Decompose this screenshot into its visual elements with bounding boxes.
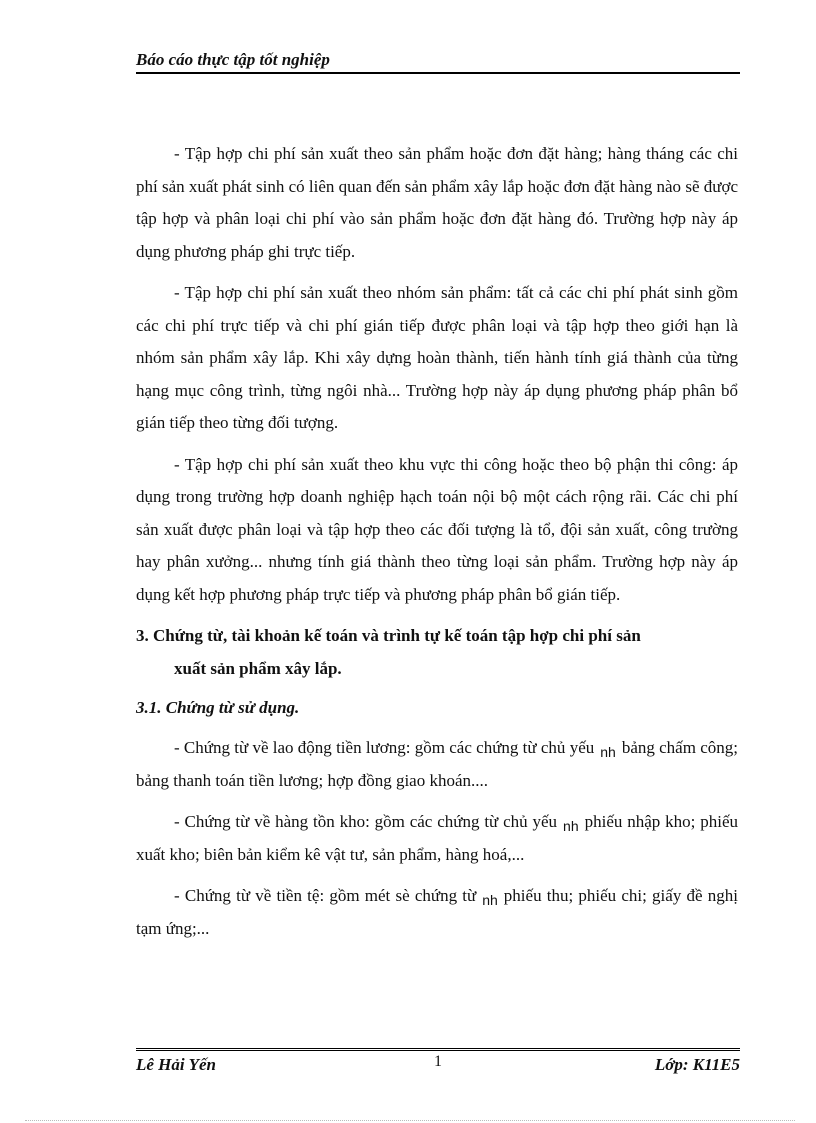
document-body	[136, 138, 738, 954]
page-header	[136, 50, 740, 74]
labor-nh: nh	[600, 744, 616, 760]
section-heading-3	[136, 620, 738, 685]
cash-nh: nh	[482, 892, 498, 908]
header-title: Báo cáo thực tập tốt nghiệp	[136, 50, 330, 69]
page-number: 1	[434, 1053, 442, 1070]
paragraph-labor-documents	[136, 732, 738, 797]
paragraph-cost-by-area: - Tập hợp chi phí sản xuất theo khu vực thi công hoặc theo bộ phận thi công: áp dụng trong trường hợp doanh nghiệp hạch toán nội bộ một cách rộng rãi. Các chi phí sản xuất được phân loại và tập hợp theo các đối tượng là tổ, đội sản xuất, công trường hay phân xưởng... nhưng tính giá thành theo từng loại sản phẩm. Trường hợp này áp dụng kết hợp phương pháp trực tiếp và phương pháp phân bổ gián tiếp.	[136, 454, 738, 604]
footer-class: Lớp: K11E5	[654, 1055, 740, 1074]
labor-text-b: bảng chấm công; bảng thanh toán tiền lương; hợp đồng giao khoán....	[136, 738, 738, 790]
paragraph-cash-documents	[136, 880, 738, 945]
footer-author: Lê Hải Yến	[136, 1055, 216, 1074]
section-heading-3-line1: 3. Chứng từ, tài khoản kế toán và trình tự kế toán tập hợp chi phí sản	[136, 626, 641, 645]
paragraph-cost-by-group: - Tập hợp chi phí sản xuất theo nhóm sản phẩm: tất cả các chi phí phát sinh gồm các chi phí trực tiếp và chi phí gián tiếp được phân loại và tập hợp theo giới hạn là nhóm sản phẩm xây lắp. Khi xây dựng hoàn thành, tiến hành tính giá thành của từng hạng mục công trình, từng ngôi nhà... Trường hợp này áp dụng phương pháp phân bổ gián tiếp theo từng đối tượng.	[136, 283, 738, 432]
cash-text-a: - Chứng từ về tiền tệ: gồm mét sè chứng từ	[174, 886, 477, 905]
cash-text-b: phiếu thu; phiếu chi; giấy đề nghị tạm ứng;...	[136, 886, 738, 938]
section-heading-3-line2: xuất sản phẩm xây lắp.	[174, 658, 342, 678]
paragraph-inventory-documents	[136, 806, 738, 871]
section-heading-3-1: 3.1. Chứng từ sử dụng.	[136, 698, 300, 717]
labor-text-a: - Chứng từ về lao động tiền lương: gồm các chứng từ chủ yếu	[174, 738, 595, 757]
page-edge-divider	[25, 1120, 795, 1121]
paragraph-cost-by-product: - Tập hợp chi phí sản xuất theo sản phẩm hoặc đơn đặt hàng; hàng tháng các chi phí sản xuất phát sinh có liên quan đến sản phẩm xây lắp hoặc đơn đặt hàng nào sẽ được tập hợp và phân loại chi phí vào sản phẩm hoặc đơn đặt hàng đó. Trường hợp này áp dụng phương pháp ghi trực tiếp.	[136, 144, 738, 261]
inventory-text-a: - Chứng từ về hàng tồn kho: gồm các chứng từ chủ yếu	[174, 812, 558, 831]
page-footer	[136, 1048, 740, 1077]
inventory-nh: nh	[563, 818, 579, 834]
inventory-text-b: phiếu nhập kho; phiếu xuất kho; biên bản kiểm kê vật tư, sản phẩm, hàng hoá,...	[136, 812, 738, 864]
